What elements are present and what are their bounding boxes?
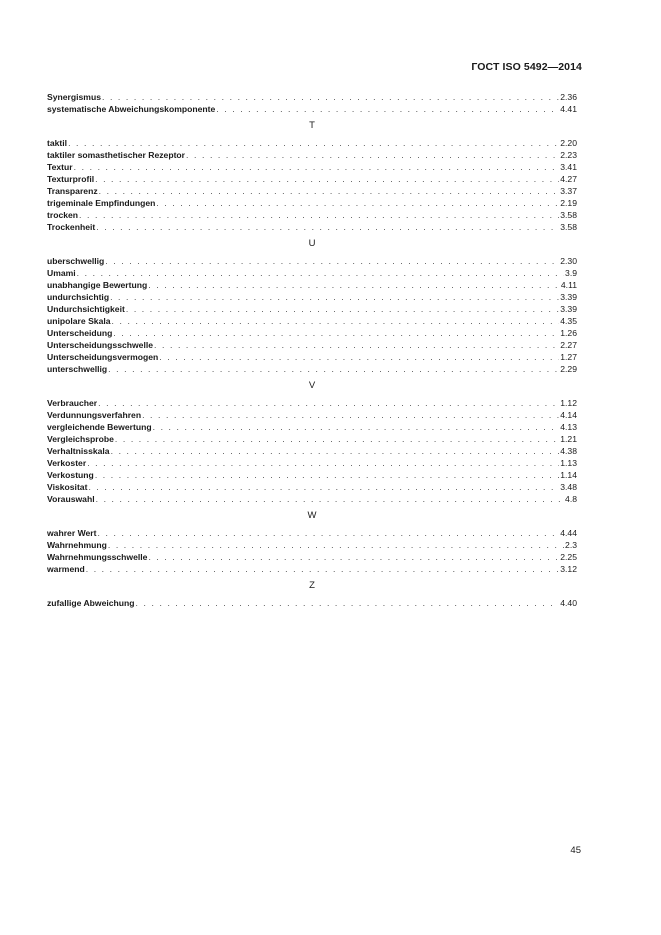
- dot-leader: [87, 457, 559, 469]
- dot-leader: [105, 255, 559, 267]
- index-reference-number: 1.14: [560, 470, 577, 480]
- dot-leader: [156, 197, 559, 209]
- index-entry: [47, 327, 577, 339]
- dot-leader: [98, 397, 559, 409]
- index-term: uberschwellig: [47, 256, 105, 266]
- index-entry: [47, 173, 577, 185]
- index-section: [47, 238, 577, 375]
- index-entry: [47, 161, 577, 173]
- index-entry: [47, 137, 577, 149]
- index-reference-number: 4.44: [560, 528, 577, 538]
- dot-leader: [68, 137, 559, 149]
- index-entry: [47, 209, 577, 221]
- index-term: Unterscheidung: [47, 328, 113, 338]
- index-term: Unterscheidungsvermogen: [47, 352, 159, 362]
- index-term: Vergleichsprobe: [47, 434, 114, 444]
- index-entry: [47, 315, 577, 327]
- dot-leader: [99, 185, 560, 197]
- dot-leader: [74, 161, 560, 173]
- index-entry: [47, 397, 577, 409]
- dot-leader: [136, 597, 560, 609]
- index-entry: [47, 481, 577, 493]
- dot-leader: [77, 267, 564, 279]
- page-number: 45: [570, 845, 581, 856]
- index-term: Wahrnehmung: [47, 540, 107, 550]
- index-term: Trockenheit: [47, 222, 96, 232]
- index-entry: [47, 421, 577, 433]
- dot-leader: [108, 363, 559, 375]
- index-reference-number: 3.48: [560, 482, 577, 492]
- index-reference-number: 2.36: [560, 92, 577, 102]
- index-reference-number: 3.39: [560, 304, 577, 314]
- index-reference-number: 3.9: [565, 268, 577, 278]
- index-entry: [47, 527, 577, 539]
- index-entry: [47, 255, 577, 267]
- dot-leader: [96, 221, 559, 233]
- index-term: Umami: [47, 268, 76, 278]
- index-term: unterschwellig: [47, 364, 108, 374]
- index-term: Synergismus: [47, 92, 101, 102]
- index-entry: [47, 221, 577, 233]
- dot-leader: [148, 551, 559, 563]
- document-standard-header: ГОСТ ISO 5492—2014: [471, 61, 582, 73]
- index-entry: [47, 267, 577, 279]
- index-term: Verbraucher: [47, 398, 98, 408]
- alphabetical-index: [47, 91, 577, 609]
- index-entry: [47, 409, 577, 421]
- index-reference-number: 4.35: [560, 316, 577, 326]
- index-term: trocken: [47, 210, 79, 220]
- index-entry: [47, 197, 577, 209]
- dot-leader: [108, 539, 564, 551]
- index-reference-number: 4.8: [565, 494, 577, 504]
- index-entry: [47, 445, 577, 457]
- index-entry: [47, 149, 577, 161]
- index-reference-number: 4.13: [560, 422, 577, 432]
- index-reference-number: 4.11: [560, 280, 577, 290]
- index-reference-number: 1.26: [560, 328, 577, 338]
- index-entry: [47, 339, 577, 351]
- index-term: Unterscheidungsschwelle: [47, 340, 154, 350]
- index-term: Verkostung: [47, 470, 94, 480]
- index-reference-number: 3.12: [560, 564, 577, 574]
- dot-leader: [79, 209, 559, 221]
- dot-leader: [159, 351, 559, 363]
- index-entry: [47, 597, 577, 609]
- index-reference-number: 2.23: [560, 150, 577, 160]
- index-reference-number: 1.21: [560, 434, 577, 444]
- index-reference-number: 3.39: [560, 292, 577, 302]
- index-term: Transparenz: [47, 186, 98, 196]
- index-entry: [47, 279, 577, 291]
- index-reference-number: 1.12: [560, 398, 577, 408]
- index-entry: [47, 457, 577, 469]
- index-term: taktil: [47, 138, 68, 148]
- index-term: trigeminale Empfindungen: [47, 198, 156, 208]
- dot-leader: [88, 481, 559, 493]
- section-letter-heading: U: [308, 238, 316, 249]
- index-entry: [47, 185, 577, 197]
- index-reference-number: 3.37: [560, 186, 577, 196]
- index-reference-number: 1.27: [560, 352, 577, 362]
- index-reference-number: 4.27: [560, 174, 577, 184]
- index-term: Verdunnungsverfahren: [47, 410, 142, 420]
- dot-leader: [148, 279, 560, 291]
- dot-leader: [186, 149, 559, 161]
- dot-leader: [86, 563, 560, 575]
- dot-leader: [115, 433, 559, 445]
- dot-leader: [112, 315, 560, 327]
- index-term: zufallige Abweichung: [47, 598, 135, 608]
- section-letter-heading: W: [307, 510, 317, 521]
- index-term: Textur: [47, 162, 73, 172]
- dot-leader: [126, 303, 559, 315]
- index-entry: [47, 469, 577, 481]
- section-letter-heading: T: [309, 120, 315, 131]
- index-reference-number: 2.19: [560, 198, 577, 208]
- index-reference-number: 2.29: [560, 364, 577, 374]
- index-term: Wahrnehmungsschwelle: [47, 552, 148, 562]
- index-term: vergleichende Bewertung: [47, 422, 152, 432]
- dot-leader: [102, 91, 559, 103]
- index-reference-number: 4.38: [560, 446, 577, 456]
- index-term: systematische Abweichungskomponente: [47, 104, 216, 114]
- index-term: Texturprofil: [47, 174, 95, 184]
- dot-leader: [110, 291, 559, 303]
- dot-leader: [95, 469, 559, 481]
- dot-leader: [111, 445, 560, 457]
- index-term: Verkoster: [47, 458, 87, 468]
- index-reference-number: 2.27: [560, 340, 577, 350]
- section-letter-heading: Z: [309, 580, 315, 591]
- index-entry: [47, 351, 577, 363]
- dot-leader: [216, 103, 559, 115]
- index-reference-number: 2.20: [560, 138, 577, 148]
- index-entry: [47, 493, 577, 505]
- index-reference-number: 3.41: [560, 162, 577, 172]
- index-term: Verhaltnisskala: [47, 446, 110, 456]
- index-term: wahrer Wert: [47, 528, 97, 538]
- index-section: [47, 91, 577, 115]
- index-term: warmend: [47, 564, 85, 574]
- dot-leader: [98, 527, 560, 539]
- index-term: unipolare Skala: [47, 316, 111, 326]
- dot-leader: [142, 409, 559, 421]
- index-entry: [47, 103, 577, 115]
- index-section: [47, 510, 577, 575]
- index-section: [47, 120, 577, 233]
- index-reference-number: 3.58: [560, 210, 577, 220]
- dot-leader: [154, 339, 559, 351]
- index-entry: [47, 363, 577, 375]
- index-term: Viskositat: [47, 482, 88, 492]
- dot-leader: [96, 493, 564, 505]
- index-section: [47, 380, 577, 505]
- index-term: Undurchsichtigkeit: [47, 304, 125, 314]
- section-letter-heading: V: [308, 380, 316, 391]
- index-reference-number: 3.58: [560, 222, 577, 232]
- index-entry: [47, 291, 577, 303]
- index-reference-number: 2.25: [560, 552, 577, 562]
- index-entry: [47, 551, 577, 563]
- dot-leader: [153, 421, 560, 433]
- index-entry: [47, 303, 577, 315]
- index-entry: [47, 91, 577, 103]
- index-reference-number: 4.41: [560, 104, 577, 114]
- dot-leader: [113, 327, 559, 339]
- index-term: unabhangige Bewertung: [47, 280, 148, 290]
- dot-leader: [95, 173, 559, 185]
- index-entry: [47, 539, 577, 551]
- index-term: taktiler somasthetischer Rezeptor: [47, 150, 186, 160]
- index-reference-number: 2.3: [565, 540, 577, 550]
- index-reference-number: 4.14: [560, 410, 577, 420]
- index-entry: [47, 433, 577, 445]
- index-term: undurchsichtig: [47, 292, 110, 302]
- index-term: Vorauswahl: [47, 494, 95, 504]
- index-section: [47, 580, 577, 609]
- index-reference-number: 4.40: [560, 598, 577, 608]
- index-entry: [47, 563, 577, 575]
- index-reference-number: 1.13: [560, 458, 577, 468]
- index-reference-number: 2.30: [560, 256, 577, 266]
